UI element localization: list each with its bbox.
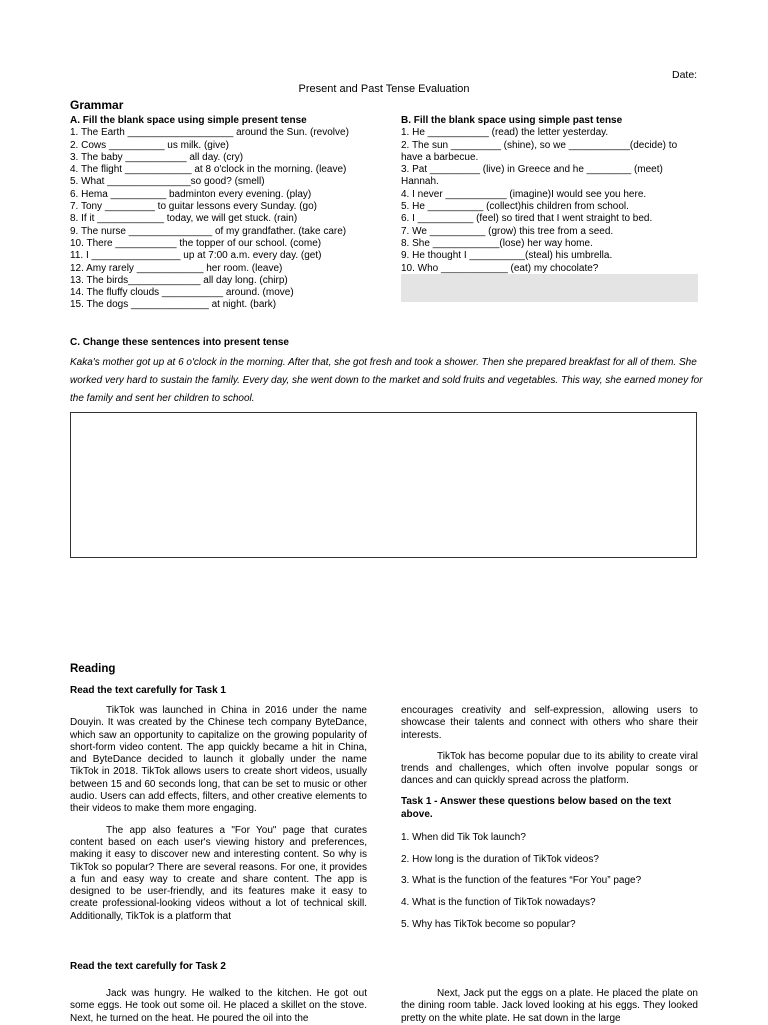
section-b-heading: B. Fill the blank space using simple past tense <box>401 115 623 126</box>
tiktok-text-column-1 <box>70 705 367 923</box>
exercise-item: 8. She ____________(lose) her way home. <box>401 237 593 249</box>
page-title: Present and Past Tense Evaluation <box>298 83 470 95</box>
story-column-2: Next, Jack put the eggs on a plate. He placed the plate on the dining room table. Jack loved looking at his eggs. They looked pretty on the white plate. He sat down in the large <box>401 988 698 1024</box>
tiktok-text-column-2 <box>401 705 698 941</box>
question-item: 3. What is the function of the features “For You” page? <box>401 875 642 887</box>
exercise-item: 14. The fluffy clouds ___________ around. (move) <box>70 287 294 299</box>
answer-box[interactable] <box>70 412 697 558</box>
section-b <box>401 115 699 275</box>
grammar-heading: Grammar <box>70 98 124 112</box>
exercise-item: 11. I ________________ up at 7:00 a.m. every day. (get) <box>70 250 322 262</box>
section-a <box>70 115 380 312</box>
section-c-passage: Kaka's mother got up at 6 o'clock in the morning. After that, she got fresh and took a shower. Then she prepared breakfast for all of them. She worked very hard to sustain the family. Every day, she went down to the market and sold fruits and vegetables. This way, she earned money for the family and sent her children to school. <box>70 357 703 404</box>
question-item: 1. When did Tik Tok launch? <box>401 831 526 843</box>
date-label: Date: <box>672 69 698 81</box>
exercise-item: 6. I __________ (feel) so tired that I went straight to bed. <box>401 213 653 225</box>
exercise-item: 8. If it ____________ today, we will get stuck. (rain) <box>70 213 298 225</box>
exercise-item: 12. Amy rarely ____________ her room. (leave) <box>70 262 283 274</box>
paragraph: TikTok has become popular due to its ability to create viral trends and challenges, which often involve popular songs or dances and can quickly spread across the platform. <box>401 750 698 787</box>
exercise-item: 7. We __________ (grow) this tree from a seed. <box>401 225 614 237</box>
exercise-item: 4. The flight ____________ at 8 o'clock in the morning. (leave) <box>70 164 347 176</box>
exercise-item: 7. Tony _________ to guitar lessons every Sunday. (go) <box>70 201 318 213</box>
section-c-heading: C. Change these sentences into present tense <box>70 337 289 348</box>
exercise-item: 10. There ___________ the topper of our school. (come) <box>70 237 322 249</box>
exercise-item: 1. The Earth ___________________ around the Sun. (revolve) <box>70 127 349 139</box>
exercise-item: 3. The baby ___________ all day. (cry) <box>70 151 244 163</box>
exercise-item: 2. The sun _________ (shine), so we ___________(decide) to have a barbecue. <box>401 139 678 163</box>
task2-intro: Read the text carefully for Task 2 <box>70 961 226 972</box>
section-b-list <box>401 127 699 275</box>
story-column-1: Jack was hungry. He walked to the kitchen. He got out some eggs. He took out some oil. He placed a skillet on the stove. Next, he turned on the heat. He poured the oil into the <box>70 988 367 1024</box>
paragraph: The app also features a "For You" page that curates content based on each user's viewing history and preferences, making it easy to discover new and interesting content. So why is TikTok so popular? There are several reasons. For one, it provides a fun and easy way to create and share content. The app is designed to be user-friendly, and its features make it easy to create professional-looking videos without a lot of technical skill. Additionally, TikTok is a platform that <box>70 824 367 922</box>
exercise-item: 10. Who ____________ (eat) my chocolate? <box>401 262 599 274</box>
section-a-heading: A. Fill the blank space using simple present tense <box>70 115 307 126</box>
question-item: 4. What is the function of TikTok nowadays? <box>401 897 596 909</box>
exercise-item: 3. Pat _________ (live) in Greece and he ________ (meet) Hannah. <box>401 164 663 188</box>
exercise-item: 5. He __________ (collect)his children from school. <box>401 201 629 213</box>
exercise-item: 2. Cows __________ us milk. (give) <box>70 139 229 151</box>
exercise-item: 6. Hema __________ badminton every evening. (play) <box>70 188 312 200</box>
paragraph: TikTok was launched in China in 2016 under the name Douyin. It was created by the Chinese tech company ByteDance, which saw an opportunity to capitalize on the growing popularity of short-form video content. The app quickly became a hit in China, and ByteDance decided to launch it globally under the name TikTok in 2018. TikTok allows users to create short videos, usually between 15 and 60 seconds long, that can be set to music or other audio. Users can add effects, filters, and other creative elements to their videos to make them more engaging. <box>70 705 367 815</box>
task1-intro: Read the text carefully for Task 1 <box>70 685 226 696</box>
section-a-list <box>70 127 380 311</box>
exercise-item: 15. The dogs ______________ at night. (bark) <box>70 299 277 311</box>
exercise-item: 9. The nurse _______________ of my grandfather. (take care) <box>70 225 347 237</box>
question-item: 5. Why has TikTok become so popular? <box>401 918 576 930</box>
exercise-item: 13. The birds_____________ all day long. (chirp) <box>70 274 288 286</box>
task1-heading: Task 1 - Answer these questions below based on the text above. <box>401 795 672 820</box>
exercise-item: 5. What _______________so good? (smell) <box>70 176 265 188</box>
task1-questions <box>401 832 698 931</box>
question-item: 2. How long is the duration of TikTok videos? <box>401 853 599 865</box>
paragraph: encourages creativity and self-expression, allowing users to showcase their talents and connect with others who share their interests. <box>401 705 698 741</box>
exercise-item: 9. He thought I __________(steal) his umbrella. <box>401 250 613 262</box>
exercise-item: 4. I never ___________ (imagine)I would see you here. <box>401 188 647 200</box>
reading-heading: Reading <box>70 663 116 675</box>
exercise-item: 1. He ___________ (read) the letter yesterday. <box>401 127 609 139</box>
grey-shaded-box <box>401 274 698 302</box>
